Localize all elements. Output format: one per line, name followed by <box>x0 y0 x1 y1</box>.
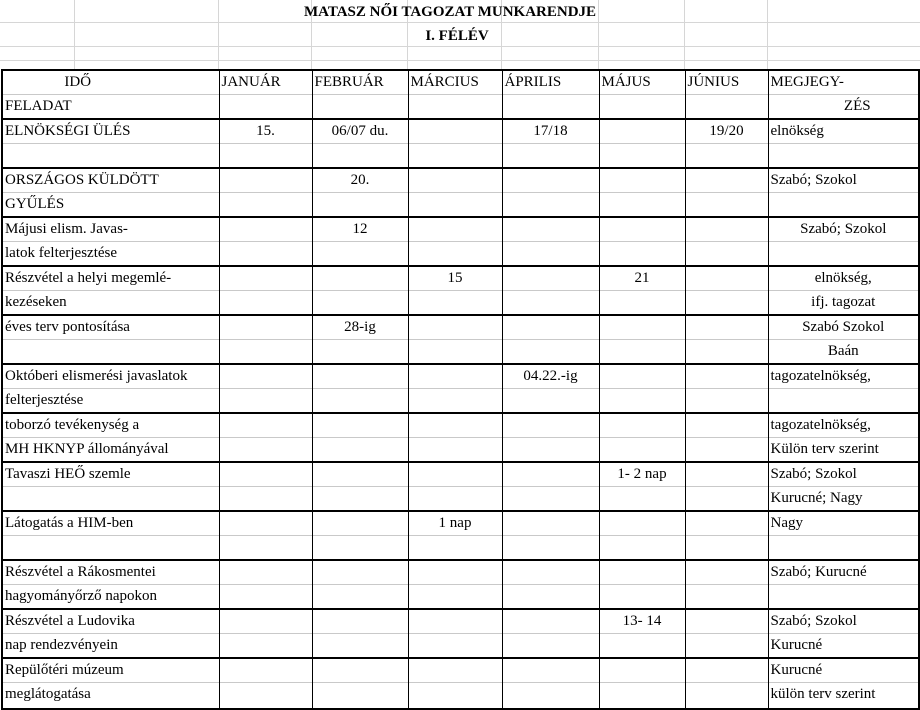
month-cell <box>312 291 408 316</box>
month-cell <box>219 266 312 291</box>
month-cell <box>312 536 408 561</box>
task-cell: latok felterjesztése <box>2 242 219 267</box>
month-cell: 15 <box>408 266 502 291</box>
table-row <box>2 364 919 389</box>
header-month: JANUÁR <box>219 70 312 95</box>
month-cell <box>408 119 502 144</box>
task-cell: Részvétel a Ludovika <box>2 609 219 634</box>
month-cell: 06/07 du. <box>312 119 408 144</box>
month-cell <box>219 536 312 561</box>
month-cell <box>408 413 502 438</box>
month-cell <box>599 438 685 463</box>
cell <box>502 95 599 120</box>
month-cell <box>312 193 408 218</box>
month-cell <box>408 291 502 316</box>
task-cell <box>2 340 219 365</box>
month-cell <box>219 291 312 316</box>
table-row <box>2 315 919 340</box>
task-cell: Részvétel a helyi megemlé- <box>2 266 219 291</box>
month-cell <box>685 536 768 561</box>
month-cell <box>685 315 768 340</box>
month-cell <box>312 364 408 389</box>
month-cell <box>219 658 312 683</box>
table-row <box>2 144 919 169</box>
month-cell: 12 <box>312 217 408 242</box>
month-cell <box>408 634 502 659</box>
month-cell <box>312 340 408 365</box>
month-cell <box>599 389 685 414</box>
month-cell <box>599 315 685 340</box>
month-cell <box>408 658 502 683</box>
month-cell <box>599 560 685 585</box>
month-cell <box>685 683 768 710</box>
month-cell <box>219 364 312 389</box>
gridline <box>0 60 920 61</box>
month-cell <box>219 487 312 512</box>
month-cell <box>502 291 599 316</box>
note-cell: Szabó; Szokol <box>768 462 919 487</box>
note-cell <box>768 389 919 414</box>
note-cell: külön terv szerint <box>768 683 919 710</box>
month-cell <box>408 487 502 512</box>
header-row <box>2 70 919 95</box>
document-title: MATASZ NŐI TAGOZAT MUNKARENDJE <box>303 4 597 20</box>
note-cell: Szabó Szokol <box>768 315 919 340</box>
header-ido: IDŐ <box>2 70 219 95</box>
note-cell <box>768 585 919 610</box>
table-row <box>2 193 919 218</box>
month-cell <box>312 144 408 169</box>
month-cell <box>408 462 502 487</box>
note-cell <box>768 193 919 218</box>
task-cell: Májusi elism. Javas- <box>2 217 219 242</box>
document-subtitle: I. FÉLÉV <box>425 28 489 44</box>
note-cell: elnökség <box>768 119 919 144</box>
task-cell: toborzó tevékenység a <box>2 413 219 438</box>
month-cell <box>502 266 599 291</box>
table-row <box>2 462 919 487</box>
month-cell <box>685 266 768 291</box>
month-cell <box>408 144 502 169</box>
table-row <box>2 266 919 291</box>
month-cell <box>685 462 768 487</box>
month-cell: 19/20 <box>685 119 768 144</box>
month-cell <box>312 560 408 585</box>
header-row <box>2 95 919 120</box>
table-row <box>2 217 919 242</box>
note-cell <box>768 242 919 267</box>
month-cell <box>685 585 768 610</box>
note-cell: Szabó; Szokol <box>768 168 919 193</box>
table-row <box>2 242 919 267</box>
task-cell: éves terv pontosítása <box>2 315 219 340</box>
month-cell: 17/18 <box>502 119 599 144</box>
task-cell <box>2 487 219 512</box>
header-month: MÁJUS <box>599 70 685 95</box>
month-cell <box>502 462 599 487</box>
month-cell <box>408 168 502 193</box>
month-cell <box>408 389 502 414</box>
month-cell <box>408 683 502 710</box>
month-cell <box>219 389 312 414</box>
task-cell: hagyományőrző napokon <box>2 585 219 610</box>
month-cell <box>408 364 502 389</box>
month-cell <box>502 242 599 267</box>
month-cell: 15. <box>219 119 312 144</box>
month-cell <box>219 217 312 242</box>
note-cell: Baán <box>768 340 919 365</box>
task-cell <box>2 144 219 169</box>
month-cell <box>599 168 685 193</box>
gridline <box>0 46 920 47</box>
table-row <box>2 511 919 536</box>
month-cell <box>219 340 312 365</box>
note-cell: Kurucné <box>768 634 919 659</box>
month-cell <box>219 683 312 710</box>
header-month: JÚNIUS <box>685 70 768 95</box>
month-cell <box>685 413 768 438</box>
month-cell <box>502 144 599 169</box>
month-cell <box>502 609 599 634</box>
task-cell <box>2 536 219 561</box>
table-row <box>2 340 919 365</box>
table-row <box>2 585 919 610</box>
month-cell <box>219 193 312 218</box>
month-cell <box>219 144 312 169</box>
month-cell <box>599 119 685 144</box>
cell <box>408 95 502 120</box>
month-cell <box>502 389 599 414</box>
month-cell <box>219 242 312 267</box>
cell <box>685 95 768 120</box>
month-cell <box>685 193 768 218</box>
month-cell <box>502 536 599 561</box>
month-cell <box>599 683 685 710</box>
month-cell <box>685 609 768 634</box>
note-cell: Nagy <box>768 511 919 536</box>
month-cell <box>219 315 312 340</box>
task-cell: kezéseken <box>2 291 219 316</box>
month-cell <box>599 291 685 316</box>
month-cell <box>408 315 502 340</box>
cell <box>219 95 312 120</box>
month-cell <box>219 634 312 659</box>
month-cell <box>685 168 768 193</box>
header-feladat: FELADAT <box>2 95 219 120</box>
task-cell: Tavaszi HEŐ szemle <box>2 462 219 487</box>
table-row <box>2 168 919 193</box>
month-cell <box>502 315 599 340</box>
task-cell: ELNÖKSÉGI ÜLÉS <box>2 119 219 144</box>
month-cell <box>599 340 685 365</box>
note-cell: elnökség, <box>768 266 919 291</box>
month-cell <box>685 658 768 683</box>
month-cell <box>685 438 768 463</box>
month-cell <box>312 266 408 291</box>
month-cell <box>685 389 768 414</box>
task-cell: Repülőtéri múzeum <box>2 658 219 683</box>
month-cell <box>685 291 768 316</box>
month-cell: 1- 2 nap <box>599 462 685 487</box>
month-cell <box>219 413 312 438</box>
task-cell: felterjesztése <box>2 389 219 414</box>
table-row <box>2 683 919 710</box>
month-cell <box>599 413 685 438</box>
month-cell <box>502 658 599 683</box>
month-cell <box>502 193 599 218</box>
task-cell: GYŰLÉS <box>2 193 219 218</box>
month-cell <box>502 683 599 710</box>
month-cell <box>219 609 312 634</box>
month-cell <box>408 340 502 365</box>
month-cell <box>685 511 768 536</box>
month-cell: 28-ig <box>312 315 408 340</box>
month-cell: 04.22.-ig <box>502 364 599 389</box>
table-row <box>2 634 919 659</box>
month-cell <box>599 144 685 169</box>
note-cell: tagozatelnökség, <box>768 413 919 438</box>
note-cell: Külön terv szerint <box>768 438 919 463</box>
month-cell <box>599 511 685 536</box>
month-cell <box>312 462 408 487</box>
month-cell: 21 <box>599 266 685 291</box>
month-cell <box>219 560 312 585</box>
table-row <box>2 389 919 414</box>
month-cell <box>599 658 685 683</box>
month-cell <box>685 144 768 169</box>
table-row <box>2 291 919 316</box>
month-cell <box>685 487 768 512</box>
month-cell <box>502 168 599 193</box>
note-cell: Kurucné <box>768 658 919 683</box>
note-cell: Szabó; Szokol <box>768 217 919 242</box>
header-megjegyzes: ZÉS <box>768 95 919 120</box>
month-cell: 20. <box>312 168 408 193</box>
cell <box>312 95 408 120</box>
month-cell <box>312 413 408 438</box>
month-cell <box>408 536 502 561</box>
month-cell <box>219 511 312 536</box>
month-cell <box>502 217 599 242</box>
table-row <box>2 536 919 561</box>
month-cell <box>599 487 685 512</box>
month-cell <box>312 242 408 267</box>
task-cell: Részvétel a Rákosmentei <box>2 560 219 585</box>
task-cell: meglátogatása <box>2 683 219 710</box>
header-megjegyzes: MEGJEGY- <box>768 70 919 95</box>
month-cell <box>312 389 408 414</box>
month-cell <box>408 242 502 267</box>
month-cell <box>685 242 768 267</box>
task-cell: ORSZÁGOS KÜLDÖTT <box>2 168 219 193</box>
month-cell <box>408 193 502 218</box>
month-cell <box>312 658 408 683</box>
task-cell: MH HKNYP állományával <box>2 438 219 463</box>
month-cell <box>219 585 312 610</box>
month-cell <box>502 585 599 610</box>
note-cell <box>768 144 919 169</box>
month-cell: 1 nap <box>408 511 502 536</box>
month-cell <box>685 364 768 389</box>
month-cell <box>408 438 502 463</box>
month-cell <box>219 438 312 463</box>
month-cell <box>219 168 312 193</box>
month-cell <box>599 536 685 561</box>
month-cell <box>408 609 502 634</box>
month-cell <box>599 364 685 389</box>
note-cell: tagozatelnökség, <box>768 364 919 389</box>
schedule-table <box>1 69 920 710</box>
month-cell <box>408 217 502 242</box>
month-cell <box>312 634 408 659</box>
month-cell <box>599 634 685 659</box>
month-cell <box>312 438 408 463</box>
gridline <box>0 22 920 23</box>
month-cell <box>685 217 768 242</box>
month-cell <box>685 560 768 585</box>
month-cell <box>599 217 685 242</box>
header-month: FEBRUÁR <box>312 70 408 95</box>
note-cell: Szabó; Szokol <box>768 609 919 634</box>
header-month: ÁPRILIS <box>502 70 599 95</box>
month-cell <box>312 487 408 512</box>
month-cell <box>685 634 768 659</box>
month-cell <box>599 242 685 267</box>
note-cell: Kurucné; Nagy <box>768 487 919 512</box>
month-cell <box>502 340 599 365</box>
table-row <box>2 609 919 634</box>
month-cell <box>502 413 599 438</box>
month-cell <box>685 340 768 365</box>
task-cell: nap rendezvényein <box>2 634 219 659</box>
month-cell <box>219 462 312 487</box>
month-cell <box>502 511 599 536</box>
month-cell <box>502 438 599 463</box>
month-cell <box>599 585 685 610</box>
note-cell <box>768 536 919 561</box>
month-cell <box>408 585 502 610</box>
task-cell: Októberi elismerési javaslatok <box>2 364 219 389</box>
table-row <box>2 438 919 463</box>
header-month: MÁRCIUS <box>408 70 502 95</box>
month-cell <box>312 683 408 710</box>
month-cell <box>502 560 599 585</box>
note-cell: Szabó; Kurucné <box>768 560 919 585</box>
month-cell <box>312 511 408 536</box>
table-row <box>2 487 919 512</box>
month-cell <box>408 560 502 585</box>
month-cell <box>599 193 685 218</box>
month-cell <box>502 487 599 512</box>
table-row <box>2 119 919 144</box>
month-cell <box>312 609 408 634</box>
cell <box>599 95 685 120</box>
table-row <box>2 658 919 683</box>
note-cell: ifj. tagozat <box>768 291 919 316</box>
month-cell: 13- 14 <box>599 609 685 634</box>
task-cell: Látogatás a HIM-ben <box>2 511 219 536</box>
table-row <box>2 413 919 438</box>
month-cell <box>312 585 408 610</box>
table-row <box>2 560 919 585</box>
month-cell <box>502 634 599 659</box>
